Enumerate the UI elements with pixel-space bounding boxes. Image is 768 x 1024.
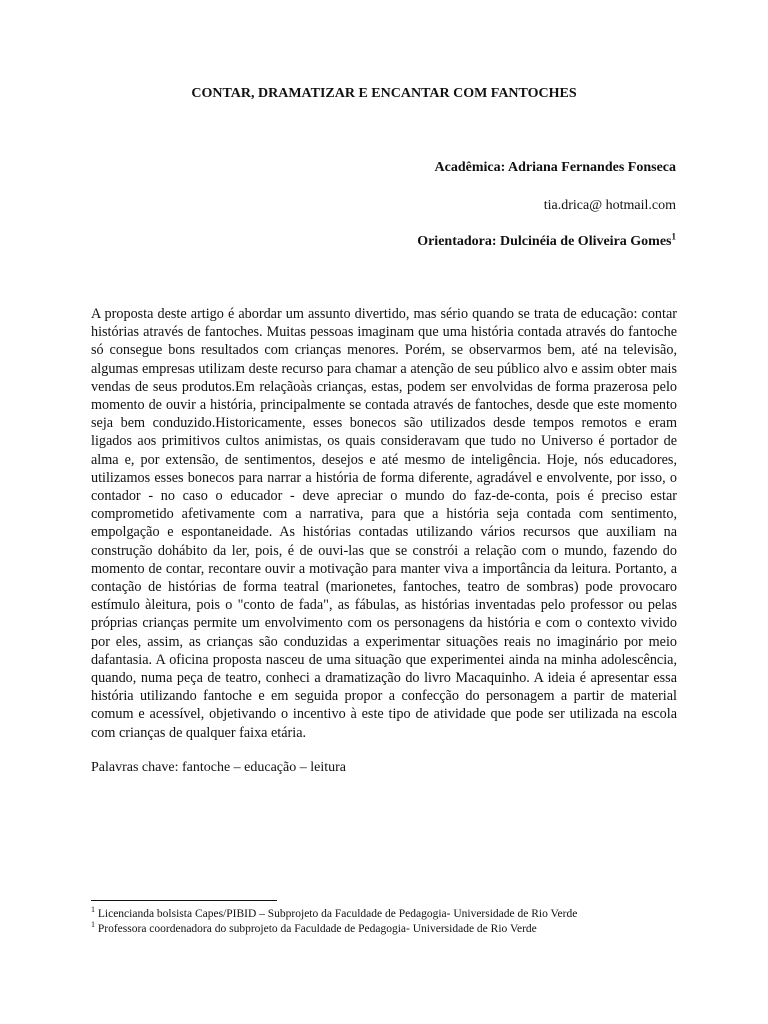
footnote-divider xyxy=(91,900,277,901)
advisor-name: Orientadora: Dulcinéia de Oliveira Gomes xyxy=(417,234,672,249)
footnote-text: Professora coordenadora do subprojeto da Faculdade de Pedagogia- Universidade de Rio Verde xyxy=(97,922,537,935)
footnote-mark: 1 xyxy=(91,905,95,915)
abstract-paragraph: A proposta deste artigo é abordar um assunto divertido, mas sério quando se trata de educação: contar histórias através de fantoches. Muitas pessoas imaginam que uma história contada através do fantoche só consegue bons resultados com crianças menores. Porém, se observarmos bem, até na televisão, algumas empresas utilizam deste recurso para chamar a atenção de seu público alvo e assim obter mais vendas de seus produtos.Em relaçãoàs crianças, estas, podem ser envolvidas de forma prazerosa pelo momento de ouvir a história, principalmente se contada através de fantoches, desde que este momento seja bem conduzido.Historicamente, esses bonecos são utilizados desde tempos remotos e eram ligados aos primitivos cultos animistas, os quais consideravam que tudo no Universo é portador de alma e, por extensão, de sentimentos, desejos e até mesmo de inteligência. Hoje, nós educadores, utilizamos esses bonecos para narrar a história de forma diferente, agradável e envolvente, por isso, o contador - no caso o educador - deve apreciar o mundo do faz-de-conta, pois é preciso estar comprometido afetivamente com a narrativa, para que a história seja contada com sentimento, empolgação e espontaneidade. As histórias contadas utilizando vários recursos que auxiliam na construção dohábito da ler, pois, é de ouvi-las que se constrói a relação com o mundo, fazendo do momento de contar, recontare ouvir a motivação para manter viva a importância da leitura. Portanto, a contação de histórias de forma teatral (marionetes, fantoches, teatro de sombras) pode provocaro estímulo àleitura, pois o "conto de fada", as fábulas, as histórias inventadas pelo professor ou pelas próprias crianças permite um envolvimento com os personagens da história e com o contexto vivido por eles, assim, as crianças são conduzidas a experimentar situações reais no imaginário por meio dafantasia. A oficina proposta nasceu de uma situação que experimentei ainda na minha adolescência, quando, numa peça de teatro, conheci a dramatização do livro Macaquinho. A ideia é apresentar essa história utilizando fantoche e em seguida propor a confecção do personagem a partir de material comum e acessível, objetivando o incentivo à este tipo de atividade que pode ser utilizada na escola com crianças de qualquer faixa etária. xyxy=(91,306,677,741)
advisor-footnote-mark: 1 xyxy=(671,231,676,242)
footnotes xyxy=(91,907,691,936)
footnote-text: Licencianda bolsista Capes/PIBID – Subprojeto da Faculdade de Pedagogia- Universidade de Rio Verde xyxy=(97,908,578,920)
author-email: tia.drica@ hotmail.com xyxy=(543,198,676,213)
author-line: Acadêmica: Adriana Fernandes Fonseca xyxy=(434,160,676,175)
footnote-item xyxy=(91,919,691,937)
footnote-mark: 1 xyxy=(91,919,95,929)
advisor-line xyxy=(417,231,676,250)
document-title: CONTAR, DRAMATIZAR E ENCANTAR COM FANTOCHES xyxy=(191,86,577,101)
keywords-line: Palavras chave: fantoche – educação – leitura xyxy=(91,760,346,775)
footnote-item xyxy=(91,907,691,922)
